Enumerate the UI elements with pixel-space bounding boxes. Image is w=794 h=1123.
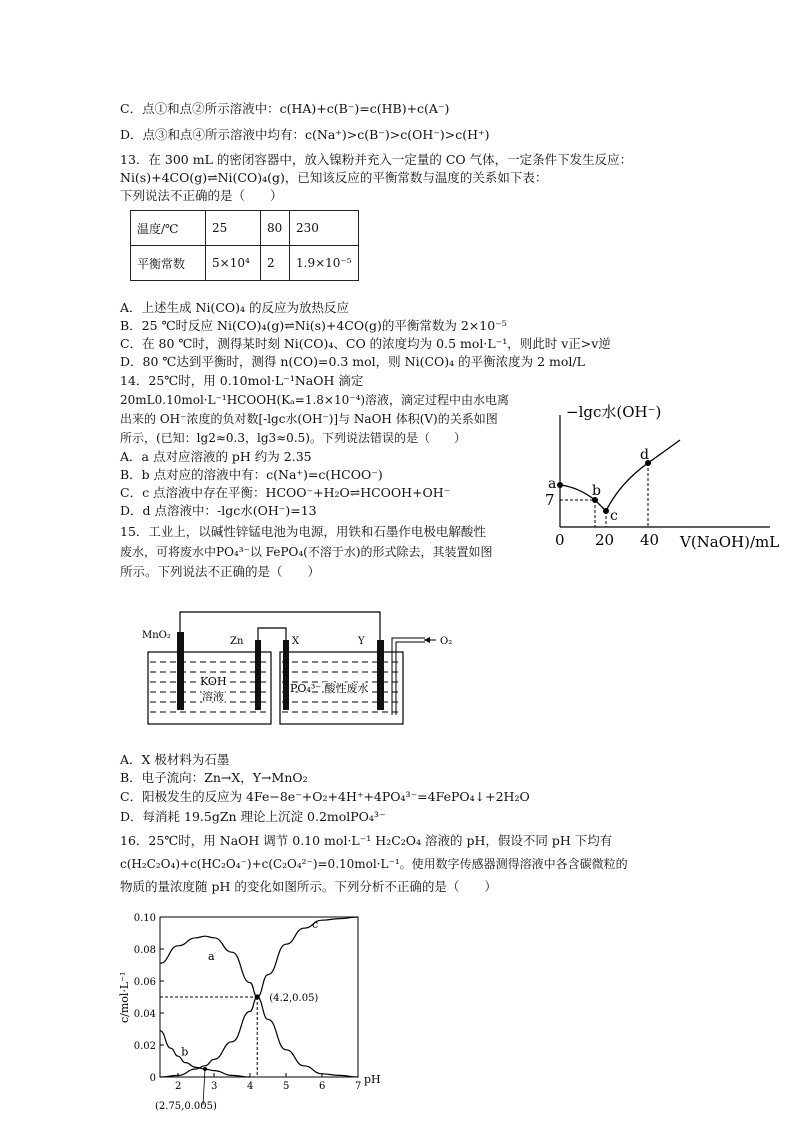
q16-stem-2: c(H₂C₂O₄)+c(HC₂O₄⁻)+c(C₂O₄²⁻)=0.10mol·L⁻¹。使用数字传感器测得溶液中各含碳微粒的	[120, 857, 628, 871]
y-axis-label: −lgc水(OH⁻)	[566, 403, 662, 421]
q15-option-a: A．X 极材料为石墨	[120, 752, 230, 767]
mno2-electrode	[177, 632, 184, 710]
label-c: c	[610, 508, 618, 524]
left-tank	[148, 652, 271, 724]
y-tick-7: 7	[545, 491, 555, 509]
label-x: X	[292, 636, 300, 647]
y-tick-label: 0.08	[133, 945, 156, 956]
wire	[180, 612, 380, 640]
series-label-b: b	[181, 1045, 189, 1059]
label-y: Y	[358, 636, 365, 647]
q13-option-a: A．上述生成 Ni(CO)₄ 的反应为放热反应	[120, 300, 349, 315]
q13-option-d: D．80 ℃达到平衡时，测得 n(CO)=0.3 mol，则 Ni(CO)₄ 的平衡浓度为 2 mol/L	[120, 354, 585, 369]
point-c	[603, 508, 609, 514]
oxalate-distribution-chart	[112, 905, 402, 1117]
q13-stem-2: Ni(s)+4CO(g)⇌Ni(CO)₄(g)，已知该反应的平衡常数与温度的关系如下表：	[120, 170, 548, 185]
label-mno2: MnO₂	[142, 630, 171, 641]
x-tick-label: 5	[283, 1081, 290, 1092]
label-b: b	[592, 483, 601, 499]
series-label-c: c	[312, 917, 319, 931]
y-tick-label: 0	[149, 1073, 156, 1084]
q15-stem-2: 废水，可将废水中PO₄³⁻以 FePO₄(不溶于水)的形式除去，其装置如图	[120, 545, 493, 559]
label-d: d	[640, 447, 649, 463]
annotation-pointer	[203, 1069, 205, 1105]
q14-option-c: C．c 点溶液中存在平衡：HCOO⁻+H₂O⇌HCOOH+OH⁻	[120, 485, 451, 500]
intersection-point	[255, 994, 260, 999]
q14-stem-1: 14．25℃时，用 0.10mol·L⁻¹NaOH 滴定	[120, 373, 364, 388]
x-axis-label: V(NaOH)/mL	[680, 533, 780, 551]
equilibrium-table	[130, 210, 359, 281]
y-tick-label: 0.06	[133, 977, 156, 988]
wire	[258, 628, 286, 640]
label-koh: KOH	[200, 675, 227, 688]
q15-option-b: B．电子流向：Zn→X，Y→MnO₂	[120, 770, 308, 785]
q13-stem-3: 下列说法不正确的是（ ）	[120, 188, 283, 203]
q15-stem-3: 所示。下列说法不正确的是（ ）	[120, 564, 321, 579]
table-cell: 平衡常数	[131, 246, 206, 281]
electrolysis-figure	[140, 600, 470, 730]
option-c-prev: C．点①和点②所示溶液中：c(HA)+c(B⁻)=c(HB)+c(A⁻)	[120, 101, 450, 116]
q13-option-b: B．25 ℃时反应 Ni(CO)₄(g)⇌Ni(s)+4CO(g)的平衡常数为 2×10⁻⁵	[120, 318, 507, 333]
option-d-prev: D．点③和点④所示溶液中均有：c(Na⁺)>c(B⁻)>c(OH⁻)>c(H⁺)	[120, 127, 490, 142]
annotation-min: (2.75,0.005)	[155, 1101, 217, 1112]
table-cell: 230	[290, 211, 359, 246]
x-tick-label: 6	[319, 1081, 326, 1092]
titration-figure	[530, 395, 785, 555]
q13-option-c: C．在 80 ℃时，测得某时刻 Ni(CO)₄、CO 的浓度均为 0.5 mol·L⁻¹，则此时 v正>v逆	[120, 336, 611, 351]
table-row	[131, 211, 359, 246]
q14-stem-4: 所示，(已知：lg2≈0.3，lg3≈0.5)。下列说法错误的是（ ）	[120, 431, 466, 445]
q15-option-c: C．阳极发生的反应为 4Fe−8e⁻+O₂+4H⁺+4PO₄³⁻=4FePO₄↓+2H₂O	[120, 789, 530, 804]
q14-option-b: B．b 点对应的溶液中有：c(Na⁺)=c(HCOO⁻)	[120, 467, 383, 482]
q15-option-d: D．每消耗 19.5gZn 理论上沉淀 0.2molPO₄³⁻	[120, 809, 386, 824]
y-tick-label: 0.02	[133, 1041, 156, 1052]
table-cell: 1.9×10⁻⁵	[290, 246, 359, 281]
table-cell: 25	[206, 211, 261, 246]
table-cell: 2	[261, 246, 290, 281]
q14-option-a: A．a 点对应溶液的 pH 约为 2.35	[120, 449, 312, 464]
zn-electrode	[255, 640, 261, 710]
x-tick-0: 0	[555, 531, 565, 549]
q13-stem-1: 13．在 300 mL 的密闭容器中，放入镍粉并充入一定量的 CO 气体，一定条件下发生反应：	[120, 152, 633, 167]
table-cell: 80	[261, 211, 290, 246]
y-axis-label: c/mol·L⁻¹	[118, 971, 131, 1023]
y-tick-label: 0.10	[133, 913, 156, 924]
o2-tube	[392, 638, 425, 715]
q16-stem-3: 物质的量浓度随 pH 的变化如图所示。下列分析不正确的是（ ）	[120, 879, 497, 894]
x-electrode	[283, 640, 289, 710]
label-a: a	[548, 476, 557, 492]
label-koh-solution: 溶液	[202, 690, 224, 703]
x-tick-label: 2	[175, 1081, 182, 1092]
x-tick-label: 3	[211, 1081, 218, 1092]
y-electrode	[377, 640, 384, 710]
label-waste: PO₄³⁻ 酸性废水	[290, 682, 369, 695]
q14-stem-2: 20mL0.10mol·L⁻¹HCOOH(Kₐ=1.8×10⁻⁴)溶液，滴定过程中由水电离	[120, 393, 510, 407]
table-cell: 温度/℃	[131, 211, 206, 246]
x-axis-label: pH	[364, 1073, 381, 1086]
q14-stem-3: 出来的 OH⁻浓度的负对数[-lgc水(OH⁻)]与 NaOH 体积(V)的关系如图	[120, 412, 498, 426]
table-cell: 5×10⁴	[206, 246, 261, 281]
table-row	[131, 246, 359, 281]
q16-stem-1: 16．25℃时，用 NaOH 调节 0.10 mol·L⁻¹ H₂C₂O₄ 溶液的 pH，假设不同 pH 下均有	[120, 833, 613, 848]
series-label-a: a	[208, 950, 215, 964]
q15-stem-1: 15．工业上，以碱性锌锰电池为电源，用铁和石墨作电极电解酸性	[120, 524, 486, 539]
x-tick-label: 7	[355, 1081, 362, 1092]
y-tick-label: 0.04	[133, 1009, 156, 1020]
x-tick-label: 4	[247, 1081, 254, 1092]
x-tick-40: 40	[640, 531, 660, 549]
point-a	[557, 482, 563, 488]
annotation-intersection: (4.2,0.05)	[269, 993, 319, 1004]
x-tick-20: 20	[595, 531, 615, 549]
point-b-min	[203, 1067, 207, 1071]
series-line-a	[160, 936, 358, 1077]
label-o2: O₂	[440, 636, 453, 647]
label-zn: Zn	[230, 636, 244, 647]
q14-option-d: D．d 点溶液中：-lgc水(OH⁻)=13	[120, 503, 317, 518]
